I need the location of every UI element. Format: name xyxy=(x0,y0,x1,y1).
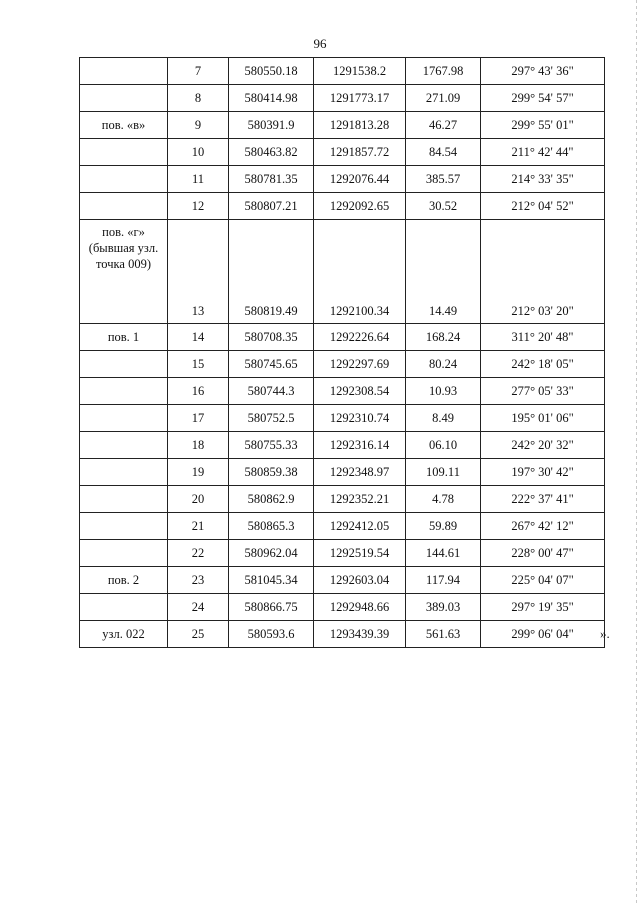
table-row xyxy=(80,567,605,594)
turn-label-cell xyxy=(80,594,168,621)
turn-label-cell xyxy=(80,405,168,432)
distance-cell: 271.09 xyxy=(406,85,481,112)
turn-label-cell xyxy=(80,459,168,486)
distance-cell: 84.54 xyxy=(406,139,481,166)
distance-cell: 561.63 xyxy=(406,621,481,648)
table-row xyxy=(80,324,605,351)
x-coordinate-cell: 580752.5 xyxy=(229,405,314,432)
direction-angle-cell: 299° 54' 57" xyxy=(481,85,605,112)
direction-angle-cell: 297° 43' 36" xyxy=(481,58,605,85)
x-coordinate-cell: 581045.34 xyxy=(229,567,314,594)
table-row xyxy=(80,432,605,459)
x-coordinate-cell: 580391.9 xyxy=(229,112,314,139)
x-coordinate-cell: 580859.38 xyxy=(229,459,314,486)
distance-cell: 385.57 xyxy=(406,166,481,193)
point-number-cell: 12 xyxy=(168,193,229,220)
table-row xyxy=(80,540,605,567)
point-number-cell: 20 xyxy=(168,486,229,513)
table-row xyxy=(80,139,605,166)
y-coordinate-cell: 1292948.66 xyxy=(314,594,406,621)
direction-angle-cell: 211° 42' 44" xyxy=(481,139,605,166)
distance-cell: 4.78 xyxy=(406,486,481,513)
direction-angle-cell: 195° 01' 06" xyxy=(481,405,605,432)
turn-label-cell: пов. 1 xyxy=(80,324,168,351)
distance-cell: 1767.98 xyxy=(406,58,481,85)
x-coordinate-cell: 580862.9 xyxy=(229,486,314,513)
direction-angle-cell: 267° 42' 12" xyxy=(481,513,605,540)
point-number-cell: 23 xyxy=(168,567,229,594)
direction-angle-cell: 297° 19' 35" xyxy=(481,594,605,621)
turn-label-cell xyxy=(80,193,168,220)
y-coordinate-cell: 1292076.44 xyxy=(314,166,406,193)
direction-angle-cell: 214° 33' 35" xyxy=(481,166,605,193)
table-row xyxy=(80,621,605,648)
x-coordinate-cell: 580550.18 xyxy=(229,58,314,85)
table-row xyxy=(80,594,605,621)
y-coordinate-cell: 1291857.72 xyxy=(314,139,406,166)
distance-cell: 30.52 xyxy=(406,193,481,220)
table-row xyxy=(80,166,605,193)
table-row xyxy=(80,351,605,378)
point-number-cell: 10 xyxy=(168,139,229,166)
y-coordinate-cell: 1292092.65 xyxy=(314,193,406,220)
point-number-cell: 19 xyxy=(168,459,229,486)
distance-cell: 14.49 xyxy=(406,220,481,324)
direction-angle-cell: 242° 20' 32" xyxy=(481,432,605,459)
y-coordinate-cell: 1292308.54 xyxy=(314,378,406,405)
x-coordinate-cell: 580865.3 xyxy=(229,513,314,540)
distance-cell: 168.24 xyxy=(406,324,481,351)
turn-label-cell xyxy=(80,378,168,405)
distance-cell: 8.49 xyxy=(406,405,481,432)
table-row xyxy=(80,220,605,324)
table-row xyxy=(80,513,605,540)
page-number: 96 xyxy=(313,36,327,51)
point-number-cell: 11 xyxy=(168,166,229,193)
direction-angle-cell: 228° 00' 47" xyxy=(481,540,605,567)
x-coordinate-cell: 580708.35 xyxy=(229,324,314,351)
turn-label-cell: пов. 2 xyxy=(80,567,168,594)
direction-angle-cell: 299° 55' 01" xyxy=(481,112,605,139)
direction-angle-cell: 212° 04' 52" xyxy=(481,193,605,220)
y-coordinate-cell: 1291538.2 xyxy=(314,58,406,85)
point-number-cell: 13 xyxy=(168,220,229,324)
table-row xyxy=(80,193,605,220)
y-coordinate-cell: 1291813.28 xyxy=(314,112,406,139)
closing-quote-mark: ». xyxy=(600,626,610,641)
y-coordinate-cell: 1292310.74 xyxy=(314,405,406,432)
turn-label-cell xyxy=(80,351,168,378)
point-number-cell: 24 xyxy=(168,594,229,621)
table-row xyxy=(80,459,605,486)
distance-cell: 06.10 xyxy=(406,432,481,459)
direction-angle-cell: 197° 30' 42" xyxy=(481,459,605,486)
x-coordinate-cell: 580962.04 xyxy=(229,540,314,567)
distance-cell: 46.27 xyxy=(406,112,481,139)
x-coordinate-cell: 580807.21 xyxy=(229,193,314,220)
turn-label-cell xyxy=(80,58,168,85)
coordinates-table-body xyxy=(80,58,605,648)
table-row xyxy=(80,85,605,112)
direction-angle-cell: 225° 04' 07" xyxy=(481,567,605,594)
point-number-cell: 17 xyxy=(168,405,229,432)
y-coordinate-cell: 1292348.97 xyxy=(314,459,406,486)
direction-angle-cell: 277° 05' 33" xyxy=(481,378,605,405)
distance-cell: 109.11 xyxy=(406,459,481,486)
y-coordinate-cell: 1292352.21 xyxy=(314,486,406,513)
table-row xyxy=(80,112,605,139)
direction-angle-cell: 212° 03' 20" xyxy=(481,220,605,324)
x-coordinate-cell: 580463.82 xyxy=(229,139,314,166)
y-coordinate-cell: 1292316.14 xyxy=(314,432,406,459)
point-number-cell: 21 xyxy=(168,513,229,540)
y-coordinate-cell: 1292100.34 xyxy=(314,220,406,324)
direction-angle-cell: 242° 18' 05" xyxy=(481,351,605,378)
x-coordinate-cell: 580593.6 xyxy=(229,621,314,648)
x-coordinate-cell: 580414.98 xyxy=(229,85,314,112)
direction-angle-cell: 222° 37' 41" xyxy=(481,486,605,513)
distance-cell: 144.61 xyxy=(406,540,481,567)
point-number-cell: 18 xyxy=(168,432,229,459)
point-number-cell: 22 xyxy=(168,540,229,567)
distance-cell: 80.24 xyxy=(406,351,481,378)
x-coordinate-cell: 580744.3 xyxy=(229,378,314,405)
y-coordinate-cell: 1292412.05 xyxy=(314,513,406,540)
turn-label-cell xyxy=(80,166,168,193)
distance-cell: 59.89 xyxy=(406,513,481,540)
y-coordinate-cell: 1292226.64 xyxy=(314,324,406,351)
y-coordinate-cell: 1292603.04 xyxy=(314,567,406,594)
point-number-cell: 15 xyxy=(168,351,229,378)
table-row xyxy=(80,58,605,85)
table-row xyxy=(80,405,605,432)
turn-label-cell xyxy=(80,139,168,166)
x-coordinate-cell: 580745.65 xyxy=(229,351,314,378)
x-coordinate-cell: 580781.35 xyxy=(229,166,314,193)
table-row xyxy=(80,378,605,405)
x-coordinate-cell: 580755.33 xyxy=(229,432,314,459)
coordinates-table xyxy=(79,57,605,648)
point-number-cell: 9 xyxy=(168,112,229,139)
turn-label-cell xyxy=(80,513,168,540)
distance-cell: 10.93 xyxy=(406,378,481,405)
distance-cell: 389.03 xyxy=(406,594,481,621)
table-row xyxy=(80,486,605,513)
x-coordinate-cell: 580866.75 xyxy=(229,594,314,621)
direction-angle-cell: 299° 06' 04" xyxy=(481,621,605,648)
y-coordinate-cell: 1292297.69 xyxy=(314,351,406,378)
point-number-cell: 25 xyxy=(168,621,229,648)
turn-label-cell xyxy=(80,432,168,459)
scan-edge-line xyxy=(636,0,637,905)
x-coordinate-cell: 580819.49 xyxy=(229,220,314,324)
turn-label-cell xyxy=(80,486,168,513)
y-coordinate-cell: 1291773.17 xyxy=(314,85,406,112)
point-number-cell: 14 xyxy=(168,324,229,351)
distance-cell: 117.94 xyxy=(406,567,481,594)
y-coordinate-cell: 1292519.54 xyxy=(314,540,406,567)
turn-label-cell: узл. 022 xyxy=(80,621,168,648)
y-coordinate-cell: 1293439.39 xyxy=(314,621,406,648)
point-number-cell: 8 xyxy=(168,85,229,112)
point-number-cell: 7 xyxy=(168,58,229,85)
turn-label-cell: пов. «г» (бывшая узл. точка 009) xyxy=(80,220,168,324)
turn-label-cell xyxy=(80,540,168,567)
turn-label-cell xyxy=(80,85,168,112)
direction-angle-cell: 311° 20' 48" xyxy=(481,324,605,351)
turn-label-cell: пов. «в» xyxy=(80,112,168,139)
point-number-cell: 16 xyxy=(168,378,229,405)
